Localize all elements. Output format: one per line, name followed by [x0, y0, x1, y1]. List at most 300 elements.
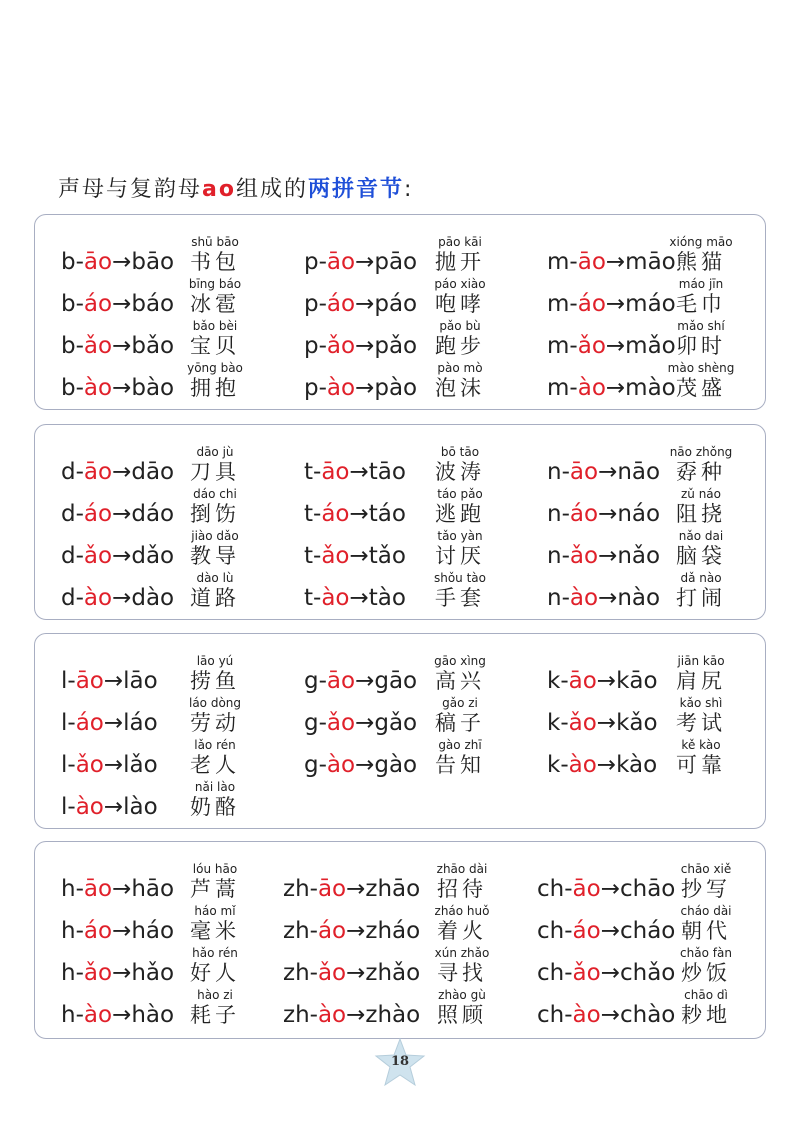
initial: g-	[304, 710, 327, 736]
spelling-formula	[547, 459, 660, 485]
spelling-formula	[61, 918, 174, 944]
syllable-entry	[547, 361, 767, 403]
compound-final: āo	[577, 249, 606, 275]
initial: p-	[304, 333, 327, 359]
initial: l-	[61, 710, 76, 736]
spelling-formula	[61, 543, 174, 569]
word-pinyin: páo xiào	[434, 277, 486, 291]
syllable-result: →zhǎo	[346, 960, 421, 986]
compound-final: ào	[321, 585, 350, 611]
word-pinyin: yōng bào	[187, 361, 243, 375]
syllable-entry	[304, 235, 524, 277]
syllable-result: →bǎo	[112, 333, 175, 359]
title-colon: :	[404, 177, 414, 202]
compound-final: ǎo	[326, 710, 356, 736]
spelling-formula	[547, 710, 658, 736]
word-pinyin: láo dòng	[188, 696, 242, 710]
syllable-result: →dào	[112, 585, 175, 611]
example-word: 捞鱼	[190, 669, 240, 693]
word-pinyin: pào mò	[437, 361, 483, 375]
compound-final: áo	[572, 918, 601, 944]
word-pinyin: lāo yú	[196, 654, 234, 668]
compound-final: ǎo	[326, 333, 356, 359]
syllable-result: →tǎo	[349, 543, 406, 569]
spelling-formula	[61, 1002, 174, 1028]
syllable-result: →hào	[112, 1002, 175, 1028]
word-pinyin: shǒu tào	[433, 571, 487, 585]
syllable-entry	[304, 445, 524, 487]
compound-final: āo	[321, 459, 350, 485]
syllable-result: →māo	[605, 249, 676, 275]
syllable-result: →lāo	[103, 668, 158, 694]
initial: b-	[61, 291, 84, 317]
syllable-entry	[283, 946, 503, 988]
word-pinyin: lóu hāo	[192, 862, 238, 876]
title-ao: ao	[202, 177, 236, 202]
spelling-formula	[304, 668, 417, 694]
compound-final: áo	[326, 291, 356, 317]
compound-final: ào	[83, 1002, 113, 1028]
spelling-formula	[61, 459, 174, 485]
syllable-entry	[547, 571, 767, 613]
syllable-result: →nào	[598, 585, 661, 611]
syllable-entry	[61, 738, 281, 780]
word-pinyin: kě kào	[681, 738, 721, 752]
initial: n-	[547, 459, 570, 485]
example-word: 考试	[676, 711, 726, 735]
spelling-formula	[537, 918, 675, 944]
word-pinyin: xióng māo	[669, 235, 733, 249]
syllable-entry	[61, 487, 281, 529]
example-word: 冰雹	[190, 292, 240, 316]
syllable-entry	[61, 696, 281, 738]
example-word: 讨厌	[435, 544, 485, 568]
syllable-result: →kāo	[596, 668, 658, 694]
section-title	[58, 172, 413, 203]
initial: h-	[61, 876, 84, 902]
word-pinyin: jiān kāo	[677, 654, 725, 668]
example-word: 茂盛	[676, 376, 726, 400]
example-word: 波涛	[435, 460, 485, 484]
spelling-formula	[547, 585, 660, 611]
initial: d-	[61, 543, 84, 569]
syllable-entry	[61, 445, 281, 487]
compound-final: ào	[83, 585, 113, 611]
example-word: 教导	[190, 544, 240, 568]
spelling-formula	[547, 501, 660, 527]
syllable-result: →nǎo	[598, 543, 661, 569]
initial: p-	[304, 291, 327, 317]
example-word: 拥抱	[190, 376, 240, 400]
word-pinyin: nǎi lào	[194, 780, 236, 794]
initial: d-	[61, 501, 84, 527]
word-pinyin: gāo xìng	[434, 654, 486, 668]
example-word: 抄写	[681, 877, 731, 901]
spelling-formula	[61, 333, 174, 359]
example-word: 跑步	[435, 334, 485, 358]
spelling-formula	[61, 249, 174, 275]
initial: k-	[547, 668, 569, 694]
spelling-formula	[283, 1002, 420, 1028]
compound-final: áo	[317, 918, 347, 944]
compound-final: āo	[83, 876, 113, 902]
syllable-entry	[304, 319, 524, 361]
word-pinyin: hǎo rén	[192, 946, 238, 960]
syllable-entry	[537, 904, 757, 946]
syllable-entry	[547, 738, 767, 780]
example-word: 朝代	[681, 919, 731, 943]
syllable-entry	[304, 277, 524, 319]
syllable-entry	[304, 738, 524, 780]
compound-final: āo	[75, 668, 104, 694]
example-word: 打闹	[676, 586, 726, 610]
initial: h-	[61, 1002, 84, 1028]
compound-final: ào	[75, 794, 104, 820]
syllable-entry	[537, 988, 757, 1030]
syllable-entry	[61, 654, 281, 696]
spelling-formula	[547, 752, 657, 778]
compound-final: ǎo	[321, 543, 350, 569]
initial: l-	[61, 752, 76, 778]
compound-final: áo	[83, 918, 113, 944]
initial: ch-	[537, 960, 573, 986]
initial: ch-	[537, 1002, 573, 1028]
compound-final: ào	[83, 375, 113, 401]
syllable-entry	[61, 235, 281, 277]
syllable-result: →dáo	[112, 501, 175, 527]
syllable-result: →cháo	[600, 918, 676, 944]
word-pinyin: shū bāo	[191, 235, 239, 249]
spelling-formula	[61, 794, 158, 820]
example-word: 熊猫	[676, 250, 726, 274]
compound-final: āo	[83, 249, 113, 275]
example-word: 肩尻	[676, 669, 726, 693]
compound-final: āo	[572, 876, 601, 902]
syllable-entry	[61, 361, 281, 403]
initial: b-	[61, 249, 84, 275]
spelling-formula	[537, 1002, 675, 1028]
spelling-formula	[283, 918, 420, 944]
example-word: 脑袋	[676, 544, 726, 568]
syllable-result: →dāo	[112, 459, 175, 485]
initial: t-	[304, 459, 322, 485]
compound-final: ǎo	[569, 543, 599, 569]
spelling-formula	[304, 459, 406, 485]
word-pinyin: máo jīn	[678, 277, 724, 291]
compound-final: āo	[569, 459, 599, 485]
word-pinyin: chāo xiě	[680, 862, 732, 876]
syllable-result: →tāo	[349, 459, 406, 485]
example-word: 招待	[437, 877, 487, 901]
initial: n-	[547, 585, 570, 611]
compound-final: ào	[326, 375, 356, 401]
word-pinyin: pāo kāi	[438, 235, 482, 249]
compound-final: ào	[577, 375, 606, 401]
syllable-entry	[61, 904, 281, 946]
initial: d-	[61, 585, 84, 611]
spelling-formula	[304, 501, 406, 527]
syllable-result: →pāo	[355, 249, 418, 275]
syllable-result: →náo	[598, 501, 661, 527]
example-word: 抛开	[435, 250, 485, 274]
word-pinyin: dào lù	[196, 571, 234, 585]
compound-final: ǎo	[317, 960, 347, 986]
example-word: 卯时	[676, 334, 726, 358]
initial: p-	[304, 249, 327, 275]
syllable-entry	[283, 904, 503, 946]
syllable-result: →chǎo	[600, 960, 676, 986]
example-word: 书包	[190, 250, 240, 274]
word-pinyin: táo pǎo	[437, 487, 483, 501]
title-two-spelling: 两拼音节	[308, 177, 405, 202]
example-word: 炒饭	[681, 961, 731, 985]
example-word: 泡沫	[435, 376, 485, 400]
initial: m-	[547, 333, 578, 359]
syllable-result: →lào	[103, 794, 158, 820]
syllable-entry	[304, 571, 524, 613]
syllable-entry	[283, 862, 503, 904]
initial: m-	[547, 291, 578, 317]
spelling-formula	[547, 249, 676, 275]
spelling-formula	[61, 501, 174, 527]
initial: zh-	[283, 960, 318, 986]
syllable-entry	[304, 361, 524, 403]
spelling-formula	[61, 291, 174, 317]
spelling-formula	[537, 876, 675, 902]
syllable-result: →pǎo	[355, 333, 418, 359]
example-word: 寻找	[437, 961, 487, 985]
compound-final: ǎo	[572, 960, 601, 986]
initial: l-	[61, 668, 76, 694]
word-pinyin: bō tāo	[440, 445, 480, 459]
compound-final: āo	[326, 249, 356, 275]
word-pinyin: bīng báo	[188, 277, 242, 291]
example-word: 可靠	[676, 753, 726, 777]
syllable-entry	[547, 235, 767, 277]
example-word: 耗子	[190, 1003, 240, 1027]
initial: zh-	[283, 918, 318, 944]
initial: t-	[304, 543, 322, 569]
syllable-entry	[304, 487, 524, 529]
initial: n-	[547, 501, 570, 527]
spelling-formula	[304, 333, 417, 359]
syllable-result: →bāo	[112, 249, 175, 275]
syllable-entry	[61, 571, 281, 613]
syllable-result: →zháo	[346, 918, 421, 944]
initial: zh-	[283, 1002, 318, 1028]
word-pinyin: háo mǐ	[194, 904, 236, 918]
syllable-result: →tào	[349, 585, 406, 611]
syllable-group-box	[34, 424, 766, 620]
example-word: 高兴	[435, 669, 485, 693]
compound-final: áo	[83, 291, 113, 317]
initial: h-	[61, 918, 84, 944]
word-pinyin: chāo dì	[684, 988, 728, 1002]
word-pinyin: hào zi	[197, 988, 233, 1002]
spelling-formula	[304, 375, 417, 401]
word-pinyin: xún zhǎo	[434, 946, 490, 960]
initial: ch-	[537, 876, 573, 902]
spelling-formula	[61, 876, 174, 902]
example-word: 阻挠	[676, 502, 726, 526]
syllable-result: →láo	[103, 710, 158, 736]
syllable-entry	[61, 319, 281, 361]
title-part3: 组成的	[235, 177, 308, 202]
syllable-entry	[304, 529, 524, 571]
compound-final: ǎo	[83, 333, 113, 359]
initial: m-	[547, 249, 578, 275]
word-pinyin: jiào dǎo	[191, 529, 239, 543]
syllable-result: →páo	[355, 291, 418, 317]
syllable-result: →kào	[596, 752, 658, 778]
initial: t-	[304, 501, 322, 527]
syllable-result: →mǎo	[605, 333, 676, 359]
initial: k-	[547, 752, 569, 778]
syllable-result: →pào	[355, 375, 418, 401]
word-pinyin: lǎo rén	[194, 738, 236, 752]
word-pinyin: nǎo dai	[678, 529, 724, 543]
compound-final: āo	[83, 459, 113, 485]
syllable-group-box	[34, 841, 766, 1039]
initial: g-	[304, 752, 327, 778]
compound-final: ào	[326, 752, 356, 778]
word-pinyin: nāo zhǒng	[669, 445, 733, 459]
word-pinyin: dāo jù	[196, 445, 234, 459]
word-pinyin: bǎo bèi	[192, 319, 238, 333]
spelling-formula	[283, 960, 420, 986]
syllable-result: →dǎo	[112, 543, 175, 569]
example-word: 告知	[435, 753, 485, 777]
compound-final: áo	[569, 501, 599, 527]
example-word: 道路	[190, 586, 240, 610]
spelling-formula	[547, 333, 676, 359]
syllable-entry	[61, 529, 281, 571]
syllable-result: →hǎo	[112, 960, 175, 986]
spelling-formula	[547, 543, 660, 569]
syllable-entry	[61, 946, 281, 988]
compound-final: ǎo	[577, 333, 606, 359]
word-pinyin: zháo huǒ	[434, 904, 490, 918]
initial: g-	[304, 668, 327, 694]
spelling-formula	[304, 710, 417, 736]
example-word: 手套	[435, 586, 485, 610]
word-pinyin: zǔ náo	[680, 487, 722, 501]
spelling-formula	[304, 249, 417, 275]
syllable-result: →kǎo	[596, 710, 658, 736]
spelling-formula	[304, 543, 406, 569]
spelling-formula	[547, 668, 658, 694]
example-word: 孬种	[676, 460, 726, 484]
spelling-formula	[61, 710, 158, 736]
word-pinyin: cháo dài	[680, 904, 732, 918]
spelling-formula	[547, 375, 676, 401]
title-part1: 声母与复韵母	[58, 177, 203, 202]
word-pinyin: dáo chi	[193, 487, 237, 501]
compound-final: áo	[321, 501, 350, 527]
syllable-entry	[547, 529, 767, 571]
syllable-result: →bào	[112, 375, 175, 401]
syllable-entry	[547, 445, 767, 487]
syllable-group-box	[34, 214, 766, 410]
word-pinyin: dǎ nào	[680, 571, 722, 585]
word-pinyin: zhāo dài	[436, 862, 488, 876]
spelling-formula	[61, 960, 174, 986]
syllable-group-box	[34, 633, 766, 829]
syllable-entry	[61, 780, 281, 822]
spelling-formula	[61, 375, 174, 401]
initial: b-	[61, 375, 84, 401]
page-number-badge	[372, 1036, 428, 1092]
syllable-entry	[547, 319, 767, 361]
example-word: 奶酪	[190, 795, 240, 819]
spelling-formula	[304, 585, 406, 611]
spelling-formula	[304, 291, 417, 317]
word-pinyin: gǎo zi	[442, 696, 478, 710]
compound-final: áo	[75, 710, 104, 736]
syllable-entry	[547, 696, 767, 738]
spelling-formula	[283, 876, 420, 902]
syllable-entry	[283, 988, 503, 1030]
syllable-result: →zhāo	[346, 876, 421, 902]
syllable-entry	[61, 988, 281, 1030]
example-word: 逃跑	[435, 502, 485, 526]
syllable-entry	[304, 654, 524, 696]
example-word: 刀具	[190, 460, 240, 484]
syllable-result: →mào	[605, 375, 676, 401]
syllable-result: →chāo	[600, 876, 676, 902]
initial: m-	[547, 375, 578, 401]
syllable-entry	[304, 696, 524, 738]
compound-final: ào	[568, 752, 597, 778]
example-word: 稿子	[435, 711, 485, 735]
syllable-result: →gào	[355, 752, 418, 778]
example-word: 好人	[190, 961, 240, 985]
example-word: 毛巾	[676, 292, 726, 316]
word-pinyin: mǎo shí	[677, 319, 725, 333]
example-word: 毫米	[190, 919, 240, 943]
syllable-result: →zhào	[346, 1002, 421, 1028]
spelling-formula	[547, 291, 676, 317]
syllable-result: →gǎo	[355, 710, 418, 736]
compound-final: āo	[326, 668, 356, 694]
compound-final: áo	[83, 501, 113, 527]
syllable-entry	[537, 946, 757, 988]
syllable-result: →chào	[600, 1002, 676, 1028]
initial: k-	[547, 710, 569, 736]
example-word: 捯饬	[190, 502, 240, 526]
example-word: 芦蒿	[190, 877, 240, 901]
initial: ch-	[537, 918, 573, 944]
syllable-entry	[547, 277, 767, 319]
initial: p-	[304, 375, 327, 401]
syllable-entry	[537, 862, 757, 904]
syllable-result: →máo	[605, 291, 676, 317]
spelling-formula	[61, 752, 158, 778]
compound-final: ǎo	[83, 960, 113, 986]
spelling-formula	[61, 585, 174, 611]
page-number: 18	[390, 1054, 410, 1069]
word-pinyin: tǎo yàn	[437, 529, 483, 543]
spelling-formula	[61, 668, 158, 694]
syllable-entry	[547, 487, 767, 529]
initial: h-	[61, 960, 84, 986]
syllable-result: →hāo	[112, 876, 175, 902]
syllable-entry	[61, 862, 281, 904]
syllable-result: →báo	[112, 291, 175, 317]
compound-final: āo	[317, 876, 347, 902]
spelling-formula	[304, 752, 417, 778]
word-pinyin: mào shèng	[667, 361, 735, 375]
